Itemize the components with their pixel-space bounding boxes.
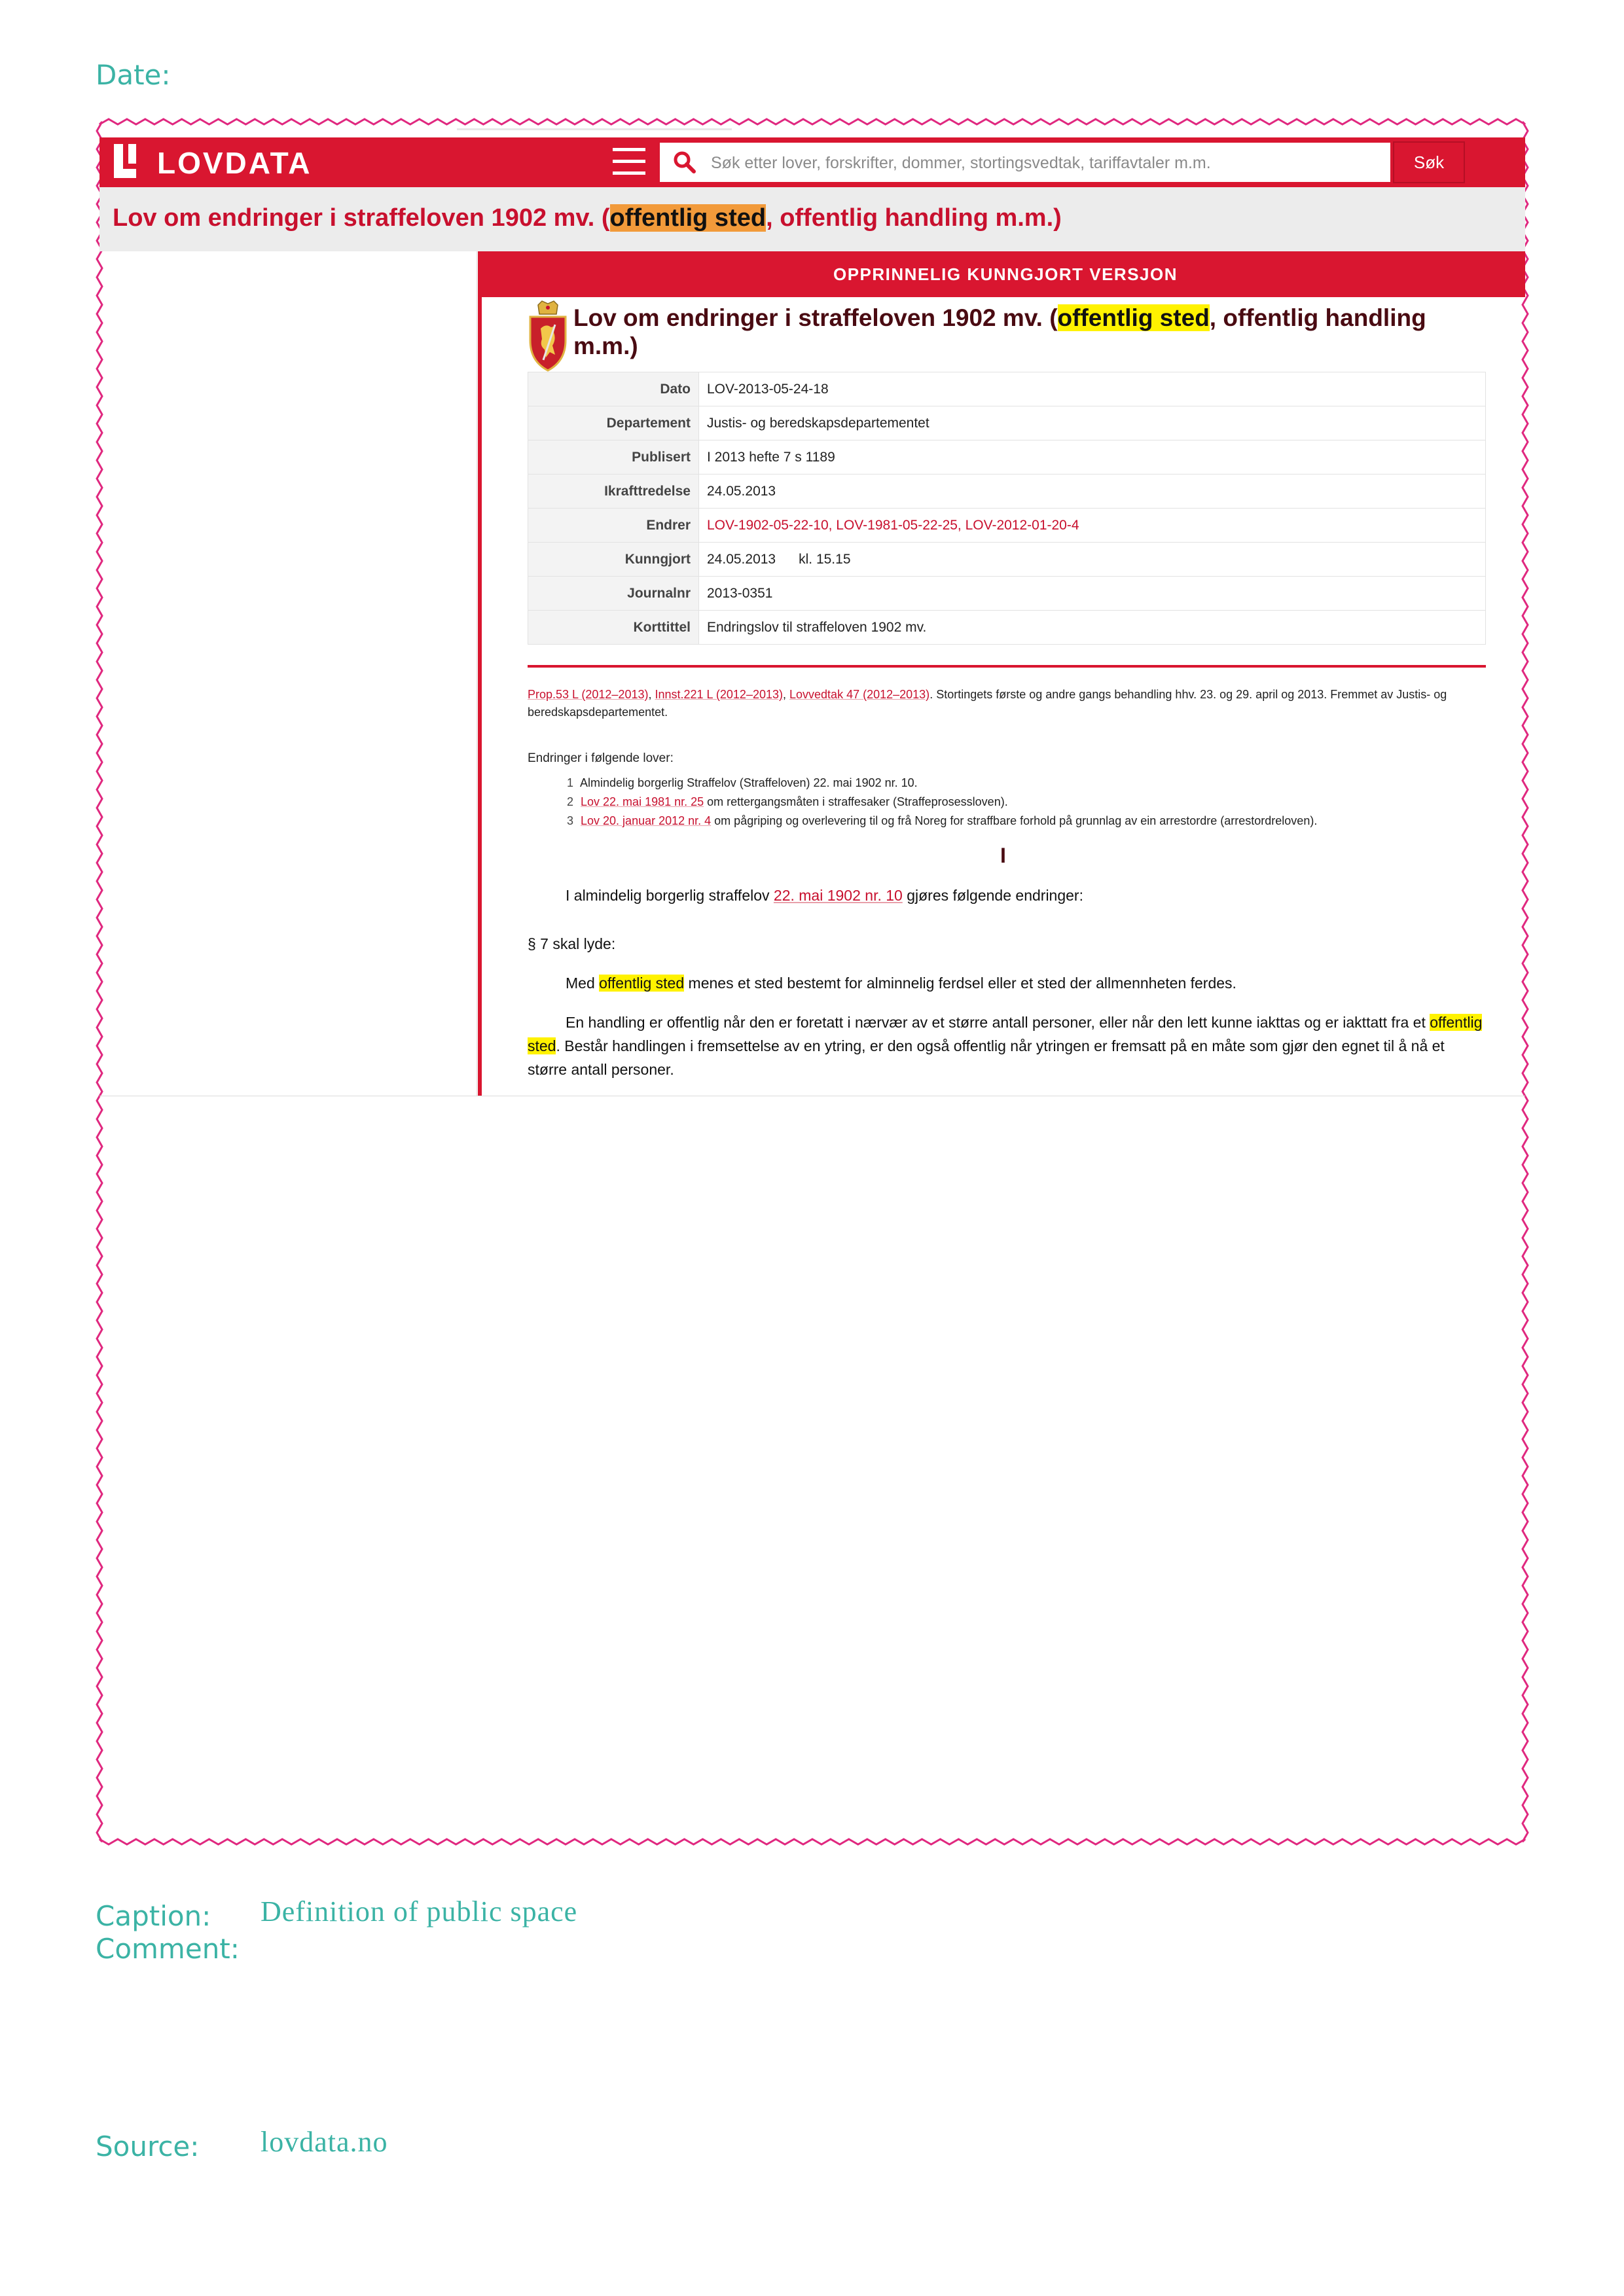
amended-laws-links[interactable]: LOV-1902-05-22-10, LOV-1981-05-22-25, LOV-2012-01-20-4 [699, 509, 1486, 543]
meta-value: Endringslov til straffeloven 1902 mv. [699, 611, 1486, 645]
search-button[interactable]: Søk [1393, 141, 1465, 183]
source-label: Source: [96, 2130, 200, 2162]
page-title-text-end: , offentlig handling m.m.) [766, 204, 1062, 232]
list-text: Almindelig borgerlig Straffelov (Straffeloven) 22. mai 1902 nr. 10. [580, 776, 918, 789]
law-link[interactable]: Lov 22. mai 1981 nr. 25 [581, 795, 704, 808]
caption-label: Caption: [96, 1900, 211, 1932]
meta-key: Publisert [528, 440, 699, 475]
meta-key: Journalnr [528, 577, 699, 611]
left-sidebar [99, 251, 477, 1096]
meta-key: Korttittel [528, 611, 699, 645]
para2-highlight: offentlig sted [528, 1014, 1483, 1054]
browser-tab-edge [457, 123, 732, 130]
divider [528, 665, 1486, 668]
document-title-text: Lov om endringer i straffeloven 1902 mv. ( [573, 304, 1058, 331]
innst-link[interactable]: Innst.221 L (2012–2013) [655, 688, 783, 701]
para2-text: En handling er offentlig når den er foretatt i nærvær av et større antall personer, eller når den lett kunne iakttas og er iakttatt fra et [566, 1014, 1430, 1031]
search-box [660, 143, 1390, 182]
list-number: 1 [567, 776, 574, 789]
coat-of-arms-icon [526, 300, 569, 372]
table-row [528, 611, 1486, 645]
para2-text-end: . Består handlingen i fremsettelse av en ytring, er den også offentlig når ytringen er fremsatt på en måte som gjør den egnet til å nå et større antall personer. [528, 1037, 1445, 1078]
metadata-table [528, 372, 1486, 645]
table-row [528, 440, 1486, 475]
page-title-text: Lov om endringer i straffeloven 1902 mv. ( [113, 204, 610, 232]
list-text: om pågriping og overlevering til og frå Noreg for straffbare forhold på grunnlag av ein arrestordre (arrestordreloven). [711, 814, 1318, 827]
preparatory-works [528, 686, 1486, 721]
search-input[interactable] [710, 149, 1380, 177]
meta-value: 2013-0351 [699, 577, 1486, 611]
meta-value: LOV-2013-05-24-18 [699, 372, 1486, 406]
meta-key: Endrer [528, 509, 699, 543]
refs-separator: , [783, 688, 790, 701]
table-row [528, 543, 1486, 577]
menu-icon[interactable] [613, 144, 645, 178]
meta-value: I 2013 hefte 7 s 1189 [699, 440, 1486, 475]
section-roman-numeral: I [1000, 844, 1006, 867]
law-link[interactable]: Lov 20. januar 2012 nr. 4 [581, 814, 712, 827]
meta-value: Justis- og beredskapsdepartementet [699, 406, 1486, 440]
meta-value: 24.05.2013 [699, 475, 1486, 509]
document-title-highlight: offentlig sted [1057, 304, 1210, 331]
meta-key: Kunngjort [528, 543, 699, 577]
refs-separator: , [648, 688, 655, 701]
lovdata-screenshot [99, 123, 1525, 1840]
search-icon [673, 151, 696, 174]
list-number: 3 [567, 814, 574, 827]
list-item [567, 812, 1317, 831]
changes-heading: Endringer i følgende lover: [528, 751, 674, 765]
lovdata-logo-icon[interactable] [114, 144, 136, 178]
source-value: lovdata.no [261, 2126, 388, 2158]
comment-label: Comment: [96, 1933, 240, 1965]
document-content [478, 251, 1525, 1096]
table-row [528, 372, 1486, 406]
meta-key: Dato [528, 372, 699, 406]
document-title-text-end: , offentlig handling m.m.) [573, 304, 1426, 359]
date-label: Date: [96, 59, 171, 91]
paragraph-1 [528, 971, 1486, 995]
meta-key: Ikrafttredelse [528, 475, 699, 509]
refs-text: . Stortingets første og andre gangs behandling hhv. 23. og 29. april og 2013. Fremmet av Justis- og beredskapsdepartementet. [528, 688, 1447, 719]
document-title [573, 304, 1490, 360]
changes-list [567, 774, 1317, 831]
table-row [528, 406, 1486, 440]
lovvedtak-link[interactable]: Lovvedtak 47 (2012–2013) [789, 688, 930, 701]
list-text: om rettergangsmåten i straffesaker (Straffeprosessloven). [704, 795, 1008, 808]
intro-text-end: gjøres følgende endringer: [902, 887, 1083, 904]
page-title-bar [99, 187, 1525, 251]
para1-highlight: offentlig sted [599, 975, 685, 992]
brand-name[interactable]: LOVDATA [157, 146, 312, 180]
meta-value: 24.05.2013 kl. 15.15 [699, 543, 1486, 577]
table-row [528, 577, 1486, 611]
list-item [567, 774, 1317, 793]
caption-value: Definition of public space [261, 1895, 578, 1928]
version-banner: OPPRINNELIG KUNNGJORT VERSJON [482, 251, 1525, 297]
prop-link[interactable]: Prop.53 L (2012–2013) [528, 688, 649, 701]
list-item [567, 793, 1317, 812]
para1-text-end: menes et sted bestemt for alminnelig ferdsel eller et sted der allmennheten ferdes. [684, 975, 1236, 992]
page-title-highlight: offentlig sted [609, 204, 767, 232]
intro-paragraph [528, 884, 1486, 907]
para1-text: Med [566, 975, 600, 992]
top-navigation-bar [99, 137, 1525, 187]
page-title [113, 204, 1062, 232]
table-row [528, 509, 1486, 543]
straffelov-link[interactable]: 22. mai 1902 nr. 10 [773, 887, 903, 904]
paragraph-2 [528, 1011, 1486, 1081]
meta-key: Departement [528, 406, 699, 440]
section-label: § 7 skal lyde: [528, 935, 616, 952]
intro-text: I almindelig borgerlig straffelov [566, 887, 774, 904]
list-number: 2 [567, 795, 574, 808]
table-row [528, 475, 1486, 509]
